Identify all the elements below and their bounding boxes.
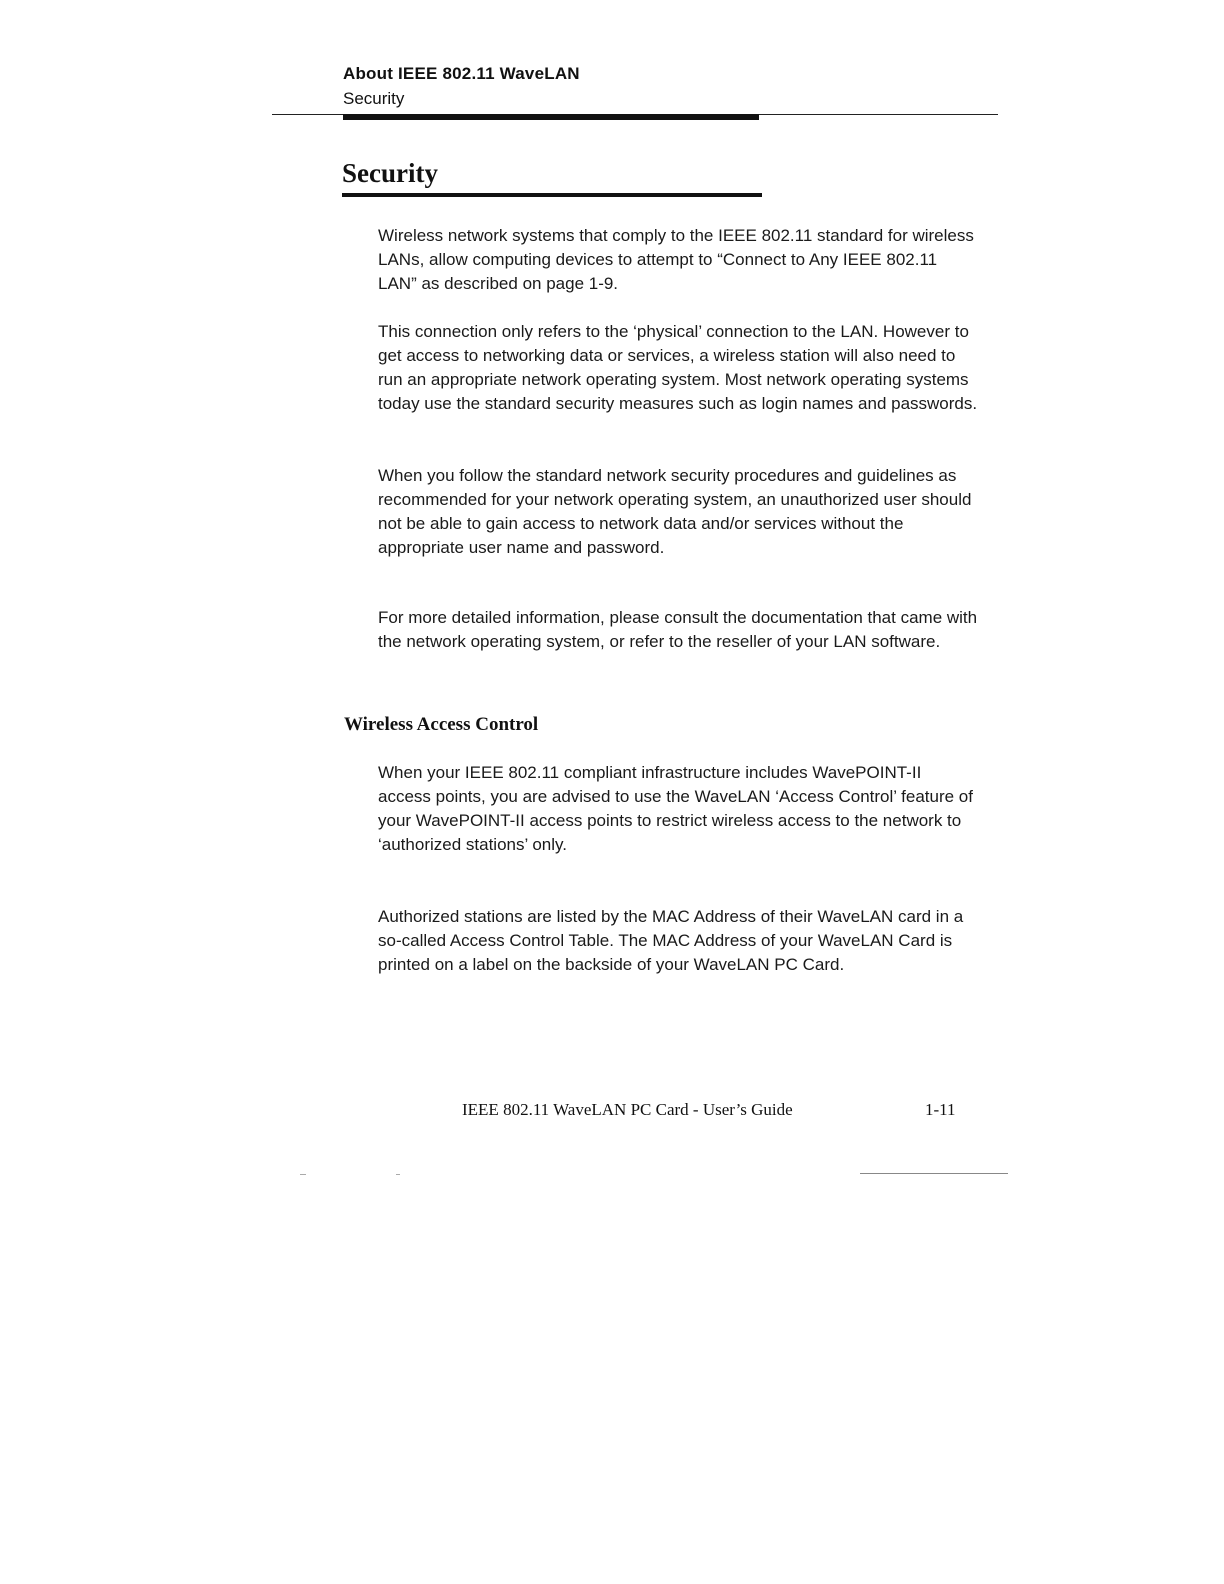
section-title: Security (342, 158, 438, 188)
scan-artifact-line (860, 1173, 1008, 1174)
paragraph-physical-connection: This connection only refers to the ‘physical’ connection to the LAN. However to get access to networking data or services, a wireless station will also need to run an appropriate network operating system. Most network operating systems today use the standard security measures such as login names and passwords. (378, 322, 978, 413)
running-header-chapter: About IEEE 802.11 WaveLAN (343, 64, 580, 83)
paragraph-authorized-stations: Authorized stations are listed by the MAC Address of their WaveLAN card in a so-called Access Control Table. The MAC Address of your WaveLAN Card is printed on a label on the backside of your WaveLAN PC Card. (378, 907, 964, 974)
scan-artifact-dot (300, 1174, 306, 1175)
footer-title: IEEE 802.11 WaveLAN PC Card - User’s Guide (462, 1100, 793, 1119)
running-header-section: Security (343, 89, 405, 108)
header-rule-bar (343, 114, 759, 120)
paragraph-security-procedures: When you follow the standard network security procedures and guidelines as recommended for your network operating system, an unauthorized user should not be able to gain access to network data and/or services without the appropriate user name and password. (378, 466, 972, 557)
footer-page-number: 1-11 (925, 1100, 956, 1119)
paragraph-more-information: For more detailed information, please consult the documentation that came with the network operating system, or refer to the reseller of your LAN software. (378, 608, 978, 651)
paragraph-access-control: When your IEEE 802.11 compliant infrastructure includes WavePOINT-II access points, you are advised to use the WaveLAN ‘Access Control’ feature of your WavePOINT-II access points to restrict wireless access to the network to ‘authorized stations’ only. (378, 763, 973, 854)
section-title-rule (342, 193, 762, 197)
subsection-title: Wireless Access Control (344, 714, 539, 735)
paragraph-compliance: Wireless network systems that comply to the IEEE 802.11 standard for wireless LANs, allow computing devices to attempt to “Connect to Any IEEE 802.11 LAN” as described on page 1-9. (378, 226, 974, 293)
scan-artifact-dot (396, 1174, 400, 1175)
